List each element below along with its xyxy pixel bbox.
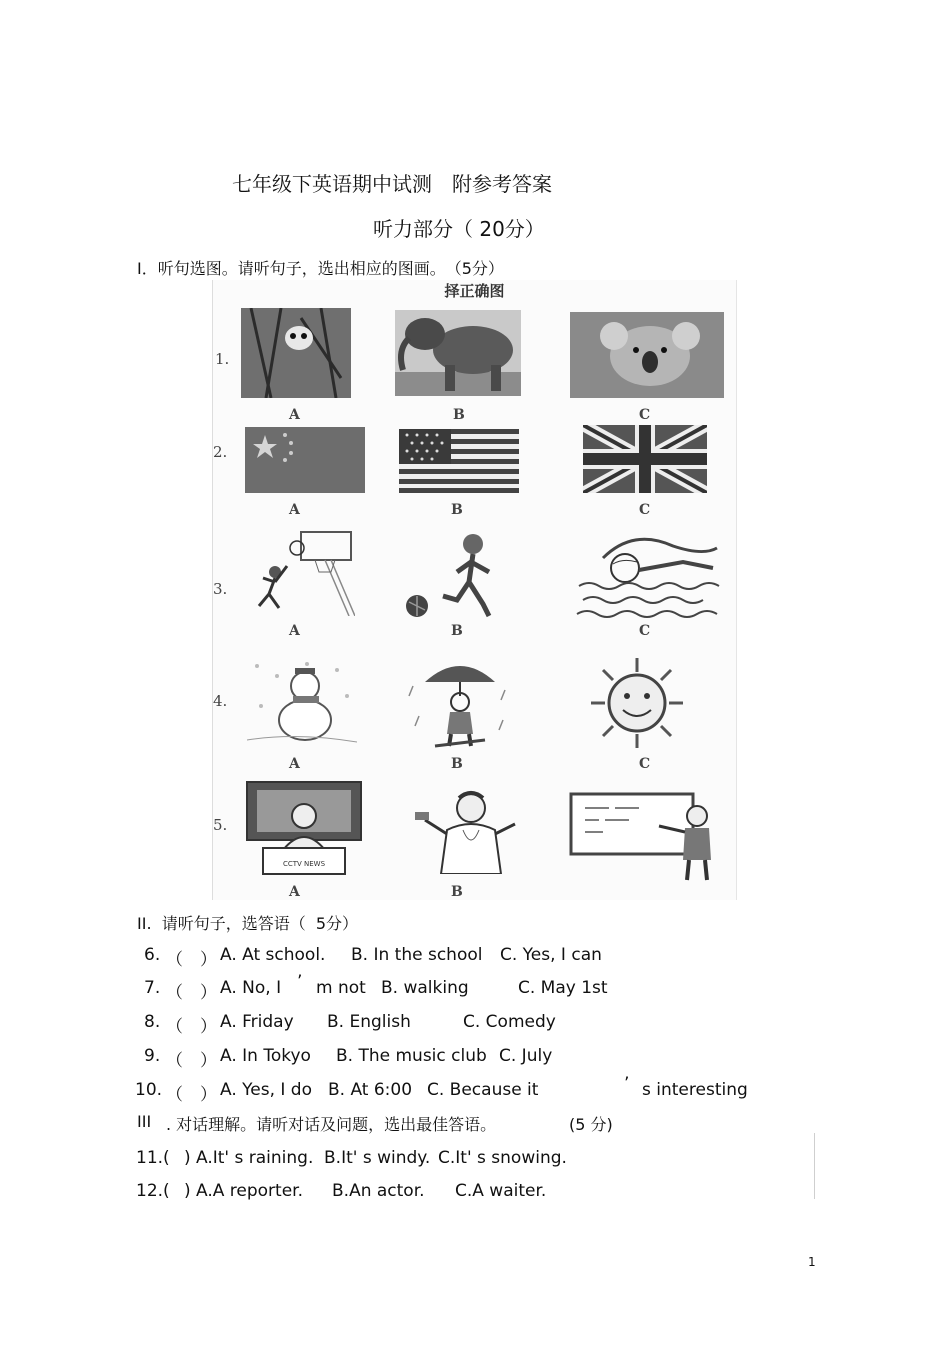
news-reporter-drawing-icon <box>243 780 365 880</box>
row-number: 4. <box>213 692 228 710</box>
option-letter: C <box>639 756 651 772</box>
answer-blank[interactable]: ) <box>184 1148 191 1168</box>
option-c: C. Yes, I can <box>500 945 602 965</box>
swimming-drawing-icon <box>573 528 721 624</box>
option-a: A. At school. <box>220 945 326 965</box>
option-c: C. Because it <box>427 1080 539 1100</box>
row-number: 3. <box>213 580 228 598</box>
option-letter: B <box>451 884 463 900</box>
option-b: B. At 6:00 <box>328 1080 413 1100</box>
sun-drawing-icon <box>589 658 685 748</box>
row-number: 2. <box>213 443 228 461</box>
page-number: 1 <box>808 1255 816 1269</box>
option-letter: B <box>451 756 463 772</box>
option-letter: A <box>289 884 300 900</box>
teacher-drawing-icon <box>569 790 727 882</box>
apostrophe: ’ <box>297 972 303 992</box>
option-b: B. walking <box>381 978 469 998</box>
option-a: A. Yes, I do <box>220 1080 312 1100</box>
option-letter: B <box>453 407 465 423</box>
answer-blank[interactable]: （ ） <box>166 1017 217 1037</box>
picture-choice-figure <box>212 280 737 900</box>
option-letter: A <box>289 407 300 423</box>
section3-number: III <box>137 1112 152 1131</box>
doctor-drawing-icon <box>411 790 527 874</box>
answer-blank[interactable]: （ ） <box>166 1085 217 1105</box>
answer-blank[interactable]: （ ） <box>166 950 217 970</box>
option-c: C. Comedy <box>463 1012 556 1032</box>
option-letter: B <box>451 502 463 518</box>
section2-heading: II. 请听句子，选答语（ 5分） <box>137 914 359 933</box>
section1-heading: I．听句选图。请听句子，选出相应的图画。 （5分） <box>137 259 504 278</box>
snowman-drawing-icon <box>247 656 357 746</box>
option-letter: C <box>639 502 651 518</box>
row-number: 1. <box>215 350 230 368</box>
usa-flag-icon <box>399 429 519 493</box>
question-number: 12.( <box>136 1181 170 1201</box>
answer-blank[interactable]: （ ） <box>166 1051 217 1071</box>
option-b: B. English <box>327 1012 411 1032</box>
svg-text:CCTV NEWS: CCTV NEWS <box>282 860 326 868</box>
elephant-photo-icon <box>395 310 521 396</box>
option-b: B.An actor. <box>332 1181 425 1201</box>
option-c: C.A waiter. <box>455 1181 547 1201</box>
question-number: 11.( <box>136 1148 170 1168</box>
option-c: C. May 1st <box>518 978 608 998</box>
china-flag-icon <box>245 427 365 493</box>
question-number: 8. <box>144 1012 161 1032</box>
option-letter: C <box>639 407 651 423</box>
question-number: 7. <box>144 978 161 998</box>
option-a: A. Friday <box>220 1012 294 1032</box>
option-letter: C <box>639 623 651 639</box>
option-a: A. In Tokyo <box>220 1046 311 1066</box>
question-number: 6. <box>144 945 161 965</box>
option-a: A. No, I <box>220 978 282 998</box>
answer-blank[interactable]: （ ） <box>166 983 217 1003</box>
document-title: 七年级下英语期中试测 附参考答案 <box>232 172 552 196</box>
option-letter: A <box>289 623 300 639</box>
option-b: B. In the school <box>351 945 483 965</box>
uk-flag-icon <box>583 425 707 493</box>
option-letter: B <box>451 623 463 639</box>
option-c: C. July <box>499 1046 553 1066</box>
listening-subtitle: 听力部分（ 20分） <box>373 217 545 241</box>
question-number: 10. <box>135 1080 163 1100</box>
option-letter: A <box>289 502 300 518</box>
option-a: A.It' s raining. <box>196 1148 314 1168</box>
figure-title: 择正确图 <box>444 282 505 300</box>
soccer-drawing-icon <box>403 530 513 620</box>
rain-umbrella-drawing-icon <box>405 656 515 750</box>
section3-heading: . 对话理解。请听对话及问题，选出最佳答语。 <box>166 1115 497 1134</box>
panda-photo-icon <box>241 308 351 398</box>
apostrophe: ’ <box>624 1074 630 1094</box>
option-a-continued: m not <box>316 978 366 998</box>
section3-points: (5 分) <box>569 1115 613 1134</box>
option-b: B.It' s windy. <box>324 1148 431 1168</box>
margin-rule <box>814 1133 815 1199</box>
option-c-continued: s interesting <box>642 1080 748 1100</box>
basketball-drawing-icon <box>239 530 355 616</box>
option-letter: A <box>289 756 300 772</box>
koala-photo-icon <box>570 312 724 398</box>
option-b: B. The music club <box>336 1046 487 1066</box>
option-c: C.It' s snowing. <box>438 1148 567 1168</box>
row-number: 5. <box>213 816 228 834</box>
question-number: 9. <box>144 1046 161 1066</box>
option-a: A.A reporter. <box>196 1181 303 1201</box>
answer-blank[interactable]: ) <box>184 1181 191 1201</box>
